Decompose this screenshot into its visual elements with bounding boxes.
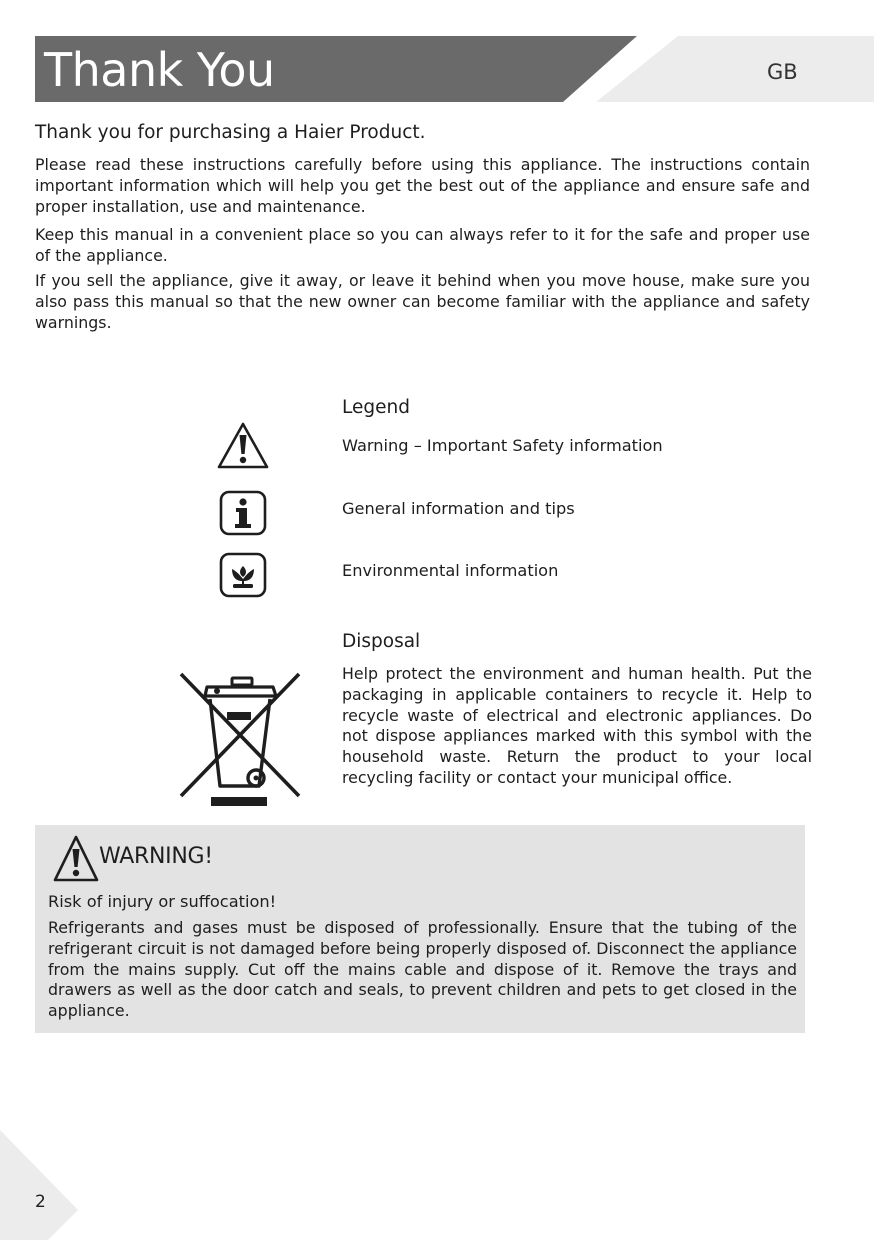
warning-triangle-icon (216, 421, 270, 471)
warning-triangle-icon (52, 834, 100, 884)
page-corner-decoration (0, 1130, 80, 1240)
environment-icon (219, 552, 267, 598)
legend-heading: Legend (342, 397, 410, 418)
country-code-label: GB (767, 60, 798, 84)
disposal-heading: Disposal (342, 631, 421, 652)
intro-paragraph-1: Please read these instructions carefully before using this appliance. The instructions contain important information which will help you get the best out of the appliance and ensure safe and proper installation, use and maintenance. (35, 155, 810, 216)
disposal-text: Help protect the environment and human health. Put the packaging in applicable containers to recycle it. Help to recycle waste of electrical and electronic appliances. Do not dispose appliances marked with this symbol with the household waste. Return the product to your local recycling facility or contact your municipal office. (342, 664, 812, 787)
info-icon (219, 490, 267, 536)
legend-item-warning-label: Warning – Important Safety information (342, 436, 663, 455)
warning-text: Refrigerants and gases must be disposed of professionally. Ensure that the tubing of the refrigerant circuit is not damaged before being properly disposed of. Disconnect the appliance from the mains supply. Cut off the mains cable and dispose of it. Remove the trays and drawers as well as the door catch and seals, to prevent children and pets to get closed in the appliance. (48, 918, 797, 1021)
intro-paragraph-3: If you sell the appliance, give it away, or leave it behind when you move house, make sure you also pass this manual so that the new owner can become familiar with the appliance and safety warnings. (35, 271, 810, 332)
intro-heading: Thank you for purchasing a Haier Product. (35, 122, 426, 143)
intro-paragraph-2: Keep this manual in a convenient place so you can always refer to it for the safe and proper use of the appliance. (35, 225, 810, 265)
crossed-out-bin-icon (177, 670, 303, 810)
warning-title: WARNING! (99, 844, 213, 869)
warning-subtitle: Risk of injury or suffocation! (48, 892, 277, 911)
page-title: Thank You (44, 43, 275, 97)
legend-item-environment-label: Environmental information (342, 561, 559, 580)
page-number: 2 (35, 1192, 46, 1212)
legend-item-info-label: General information and tips (342, 499, 575, 518)
